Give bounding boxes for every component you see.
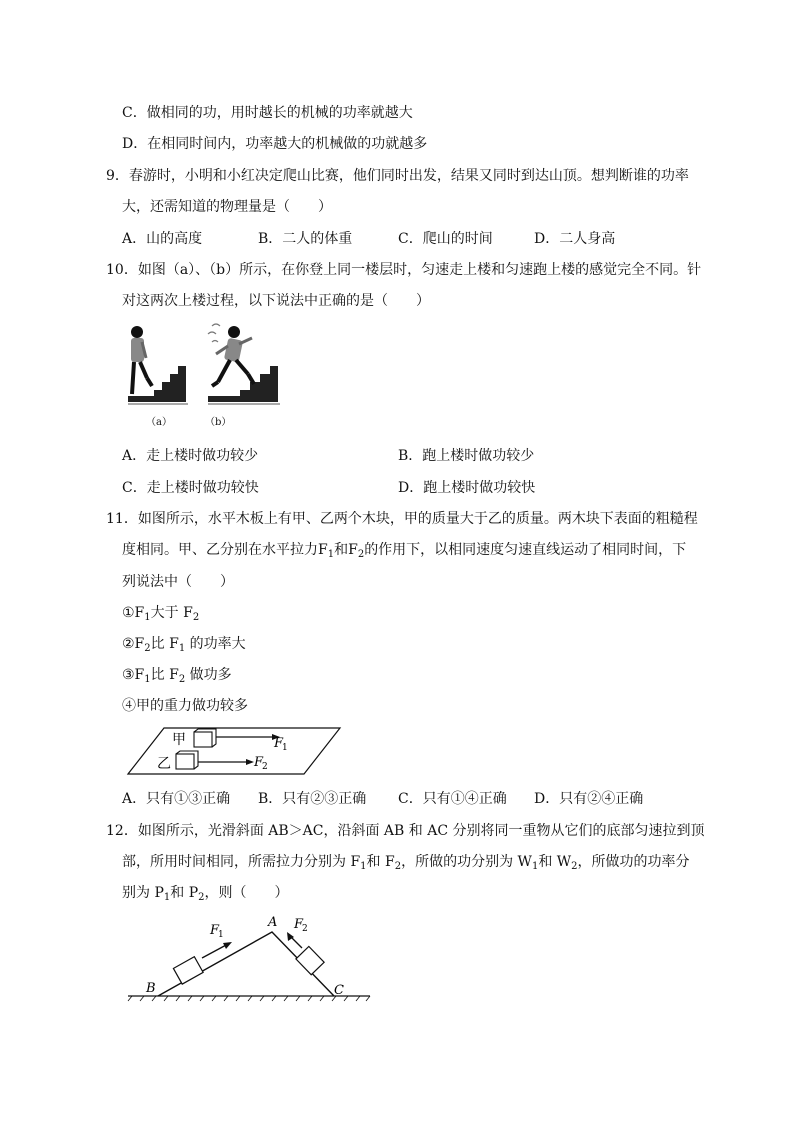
- q9-option-d: D．二人身高: [534, 231, 616, 247]
- q12-stem-line3: 别为 $P_1$和 $P_2$，则（ ）: [122, 885, 289, 903]
- label-f2-sub: 2: [262, 762, 268, 772]
- q9-stem-line1: 9．春游时，小明和小红决定爬山比赛，他们同时出发，结果又同时到达山顶。想判断谁的功率: [106, 168, 689, 184]
- q11-stem-line3: 列说法中（ ）: [122, 574, 234, 590]
- q11-option-a: A．只有①③正确: [122, 791, 231, 807]
- label-a: A: [268, 915, 278, 930]
- label-f1: F: [274, 736, 284, 751]
- q12-figure-inclines: [122, 912, 374, 1004]
- label-f1: F: [210, 923, 220, 938]
- q12-stem-line2: 部，所用时间相同，所需拉力分别为 $F_1$和 $F_2$，所做的功分别为 $W_1$和 $W_2$，所做功的功率分: [122, 854, 690, 872]
- label-f2: F: [254, 755, 264, 770]
- block-jia-icon: [194, 729, 216, 747]
- label-f2-sub: 2: [302, 924, 308, 934]
- block-on-ab-icon: [173, 957, 203, 984]
- q8-option-c: C．做相同的功，用时越长的机械的功率就越大: [122, 105, 413, 121]
- q9-option-c: C．爬山的时间: [398, 231, 493, 247]
- q11-statement-2: $②F_2$比 $F_1$ 的功率大: [122, 636, 246, 654]
- label-jia: 甲: [172, 732, 186, 748]
- block-on-ac-icon: [296, 946, 324, 974]
- label-f1-sub: 1: [282, 743, 288, 753]
- q10-option-d: D．跑上楼时做功较快: [398, 480, 536, 496]
- q10-option-b: B．跑上楼时做功较少: [398, 448, 535, 464]
- walking-person-icon: [131, 326, 152, 394]
- q11-stem-line2: 度相同。甲、乙分别在水平拉力$F_1$和$F_2$的作用下，以相同速度匀速直线运动了相同时间，下: [122, 542, 687, 560]
- q9-option-a: A．山的高度: [122, 231, 203, 247]
- block-yi-icon: [176, 751, 198, 769]
- label-b: B: [146, 981, 156, 996]
- q10-figure-b-caption: （b）: [205, 417, 232, 428]
- label-yi: 乙: [157, 756, 171, 772]
- q9-option-b: B．二人的体重: [258, 231, 353, 247]
- label-c: C: [334, 983, 344, 998]
- q10-figure-a-caption: （a）: [146, 417, 172, 428]
- q11-option-b: B．只有②③正确: [258, 791, 367, 807]
- arrow-f1-icon: [202, 944, 228, 958]
- q11-option-c: C．只有①④正确: [398, 791, 507, 807]
- q8-option-d: D．在相同时间内，功率越大的机械做的功就越多: [122, 136, 428, 152]
- q11-stem-line1: 11．如图所示，水平木板上有甲、乙两个木块，甲的质量大于乙的质量。两木块下表面的粗糙程: [106, 511, 698, 527]
- stairs-a-icon: [128, 366, 188, 404]
- q11-statement-4: ④甲的重力做功较多: [122, 698, 248, 714]
- q9-stem-line2: 大，还需知道的物理量是（ ）: [122, 199, 332, 215]
- q11-statement-1: $①F_1$大于 $F_2$: [122, 605, 200, 623]
- q12-stem-line1: 12．如图所示，光滑斜面 AB＞AC，沿斜面 AB 和 AC 分别将同一重物从它们的底部匀速拉到顶: [106, 823, 705, 839]
- running-person-icon: [208, 324, 254, 386]
- q11-statement-3: $③F_1$比 $F_2$ 做功多: [122, 667, 232, 685]
- label-f1-sub: 1: [218, 930, 224, 940]
- q11-option-d: D．只有②④正确: [534, 791, 644, 807]
- q10-option-c: C．走上楼时做功较快: [122, 480, 259, 496]
- q10-stem-line1: 10．如图（a）、（b）所示，在你登上同一楼层时，匀速走上楼和匀速跑上楼的感觉完全不同。针: [106, 262, 702, 278]
- q10-option-a: A．走上楼时做功较少: [122, 448, 259, 464]
- q10-stem-line2: 对这两次上楼过程，以下说法中正确的是（ ）: [122, 293, 430, 309]
- q11-figure-board: [124, 726, 344, 778]
- label-f2: F: [294, 917, 304, 932]
